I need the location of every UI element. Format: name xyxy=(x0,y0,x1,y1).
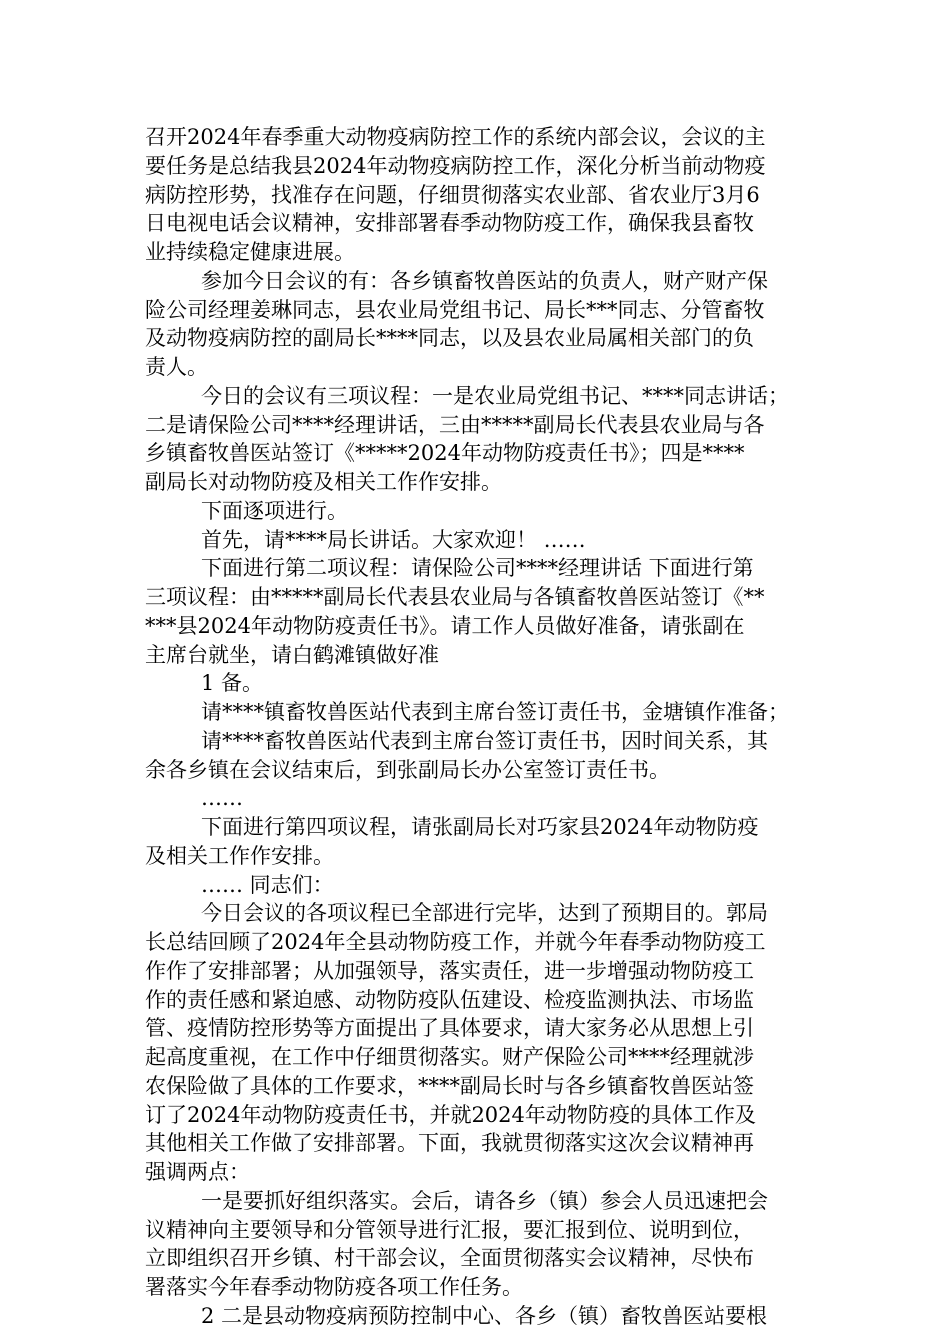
text-line: 责人。 xyxy=(145,355,208,380)
text-line: 主席台就坐，请白鹤滩镇做好准 xyxy=(145,642,439,667)
text-line: 下面进行第四项议程，请张副局长对巧家县2024年动物防疫 xyxy=(201,815,759,840)
text-line: 险公司经理姜琳同志，县农业局党组书记、局长***同志、分管畜牧 xyxy=(145,297,765,322)
text-line: 副局长对动物防疫及相关工作作安排。 xyxy=(145,470,502,495)
text-line: 余各乡镇在会议结束后，到张副局长办公室签订责任书。 xyxy=(145,757,670,782)
text-line: 下面逐项进行。 xyxy=(201,498,348,523)
text-line: 请****畜牧兽医站代表到主席台签订责任书，因时间关系，其 xyxy=(201,728,768,753)
text-line: 农保险做了具体的工作要求，****副局长时与各乡镇畜牧兽医站签 xyxy=(145,1073,754,1098)
text-line: 议精神向主要领导和分管领导进行汇报，要汇报到位、说明到位， xyxy=(145,1217,754,1242)
text-line: 今日的会议有三项议程：一是农业局党组书记、****同志讲话； xyxy=(201,383,789,408)
text-line: 召开2024年春季重大动物疫病防控工作的系统内部会议，会议的主 xyxy=(145,125,766,149)
text-line: …… xyxy=(201,786,243,811)
text-line: 三项议程：由*****副局长代表县农业局与各镇畜牧兽医站签订《** xyxy=(145,585,765,610)
text-line: 1 备。 xyxy=(201,671,264,696)
text-line: ***县2024年动物防疫责任书》。请工作人员做好准备，请张副在 xyxy=(145,613,745,638)
text-line: 及动物疫病防控的副局长****同志，以及县农业局属相关部门的负 xyxy=(145,326,754,351)
text-line: 强调两点： xyxy=(145,1160,250,1185)
text-line: 要任务是总结我县2024年动物疫病防控工作，深化分析当前动物疫 xyxy=(145,153,766,178)
text-line: 起高度重视，在工作中仔细贯彻落实。财产保险公司****经理就涉 xyxy=(145,1045,754,1070)
text-line: 及相关工作作安排。 xyxy=(145,843,334,868)
text-line: 2 二是县动物疫病预防控制中心、各乡（镇）畜牧兽医站要根 xyxy=(201,1304,768,1328)
text-line: 作作了安排部署；从加强领导，落实责任，进一步增强动物防疫工 xyxy=(145,958,754,983)
text-line: 立即组织召开乡镇、村干部会议，全面贯彻落实会议精神，尽快布 xyxy=(145,1246,754,1271)
text-line: 下面进行第二项议程：请保险公司****经理讲话 下面进行第 xyxy=(201,556,754,581)
text-line: 管、疫情防控形势等方面提出了具体要求，请大家务必从思想上引 xyxy=(145,1016,754,1041)
text-line: 长总结回顾了2024年全县动物防疫工作，并就今年春季动物防疫工 xyxy=(145,930,766,955)
text-line: 日电视电话会议精神，安排部署春季动物防疫工作，确保我县畜牧 xyxy=(145,211,754,236)
text-line: 请****镇畜牧兽医站代表到主席台签订责任书，金塘镇作准备； xyxy=(201,700,789,725)
text-line: 病防控形势，找准存在问题，仔细贯彻落实农业部、省农业厅3月6 xyxy=(145,182,760,207)
text-line: 署落实今年春季动物防疫各项工作任务。 xyxy=(145,1275,523,1300)
text-line: …… 同志们： xyxy=(201,872,334,897)
text-line: 一是要抓好组织落实。会后，请各乡（镇）参会人员迅速把会 xyxy=(201,1188,768,1213)
text-line: 其他相关工作做了安排部署。下面，我就贯彻落实这次会议精神再 xyxy=(145,1131,754,1156)
text-line: 今日会议的各项议程已全部进行完毕，达到了预期目的。郭局 xyxy=(201,901,768,926)
text-line: 订了2024年动物防疫责任书，并就2024年动物防疫的具体工作及 xyxy=(145,1102,756,1127)
text-line: 二是请保险公司****经理讲话，三由*****副局长代表县农业局与各 xyxy=(145,412,765,437)
text-line: 首先，请****局长讲话。大家欢迎！ …… xyxy=(201,527,586,552)
text-line: 作的责任感和紧迫感、动物防疫队伍建设、检疫监测执法、市场监 xyxy=(145,987,754,1012)
text-line: 参加今日会议的有：各乡镇畜牧兽医站的负责人，财产财产保 xyxy=(201,268,768,293)
text-line: 乡镇畜牧兽医站签订《*****2024年动物防疫责任书》；四是**** xyxy=(145,441,745,466)
text-line: 业持续稳定健康进展。 xyxy=(145,240,355,265)
